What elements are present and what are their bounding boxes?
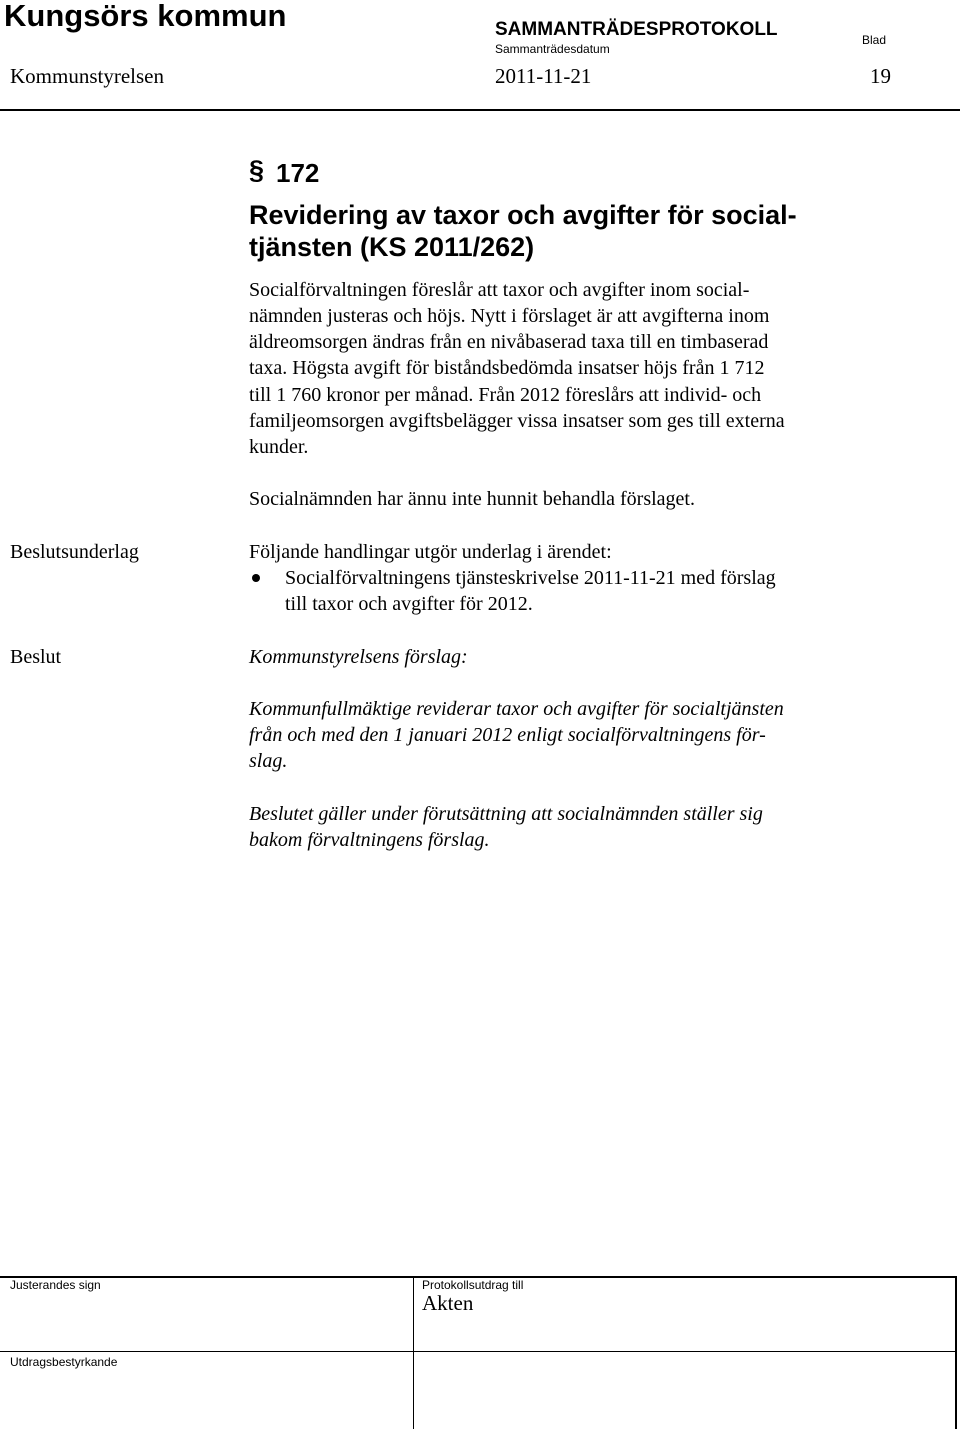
paragraph-sign: § [249,155,265,185]
organization-name: Kungsörs kommun [4,0,287,33]
decision-basis-intro: Följande handlingar utgör underlag i ärendet: [249,541,612,563]
body-line: nämnden justeras och höjs. Nytt i förslaget är att avgifterna inom [249,305,770,327]
decision-heading: Kommunstyrelsens förslag: [249,646,468,668]
protocol-title: SAMMANTRÄDESPROTOKOLL [495,19,778,40]
decision-label: Beslut [10,646,62,668]
proposal-line: Kommunfullmäktige reviderar taxor och avgifter för socialtjänsten [249,698,784,720]
proposal-line: från och med den 1 januari 2012 enligt socialförvaltningens för- [249,724,766,746]
proposal-line: slag. [249,750,288,772]
footer-divider-vertical [413,1277,414,1429]
board-name: Kommunstyrelsen [10,64,164,88]
page-number: 19 [870,64,891,88]
body-line: taxa. Högsta avgift för biståndsbedömda insatser höjs från 1 712 [249,357,765,379]
paragraph-number: 172 [276,158,320,188]
justerandes-sign-label: Justerandes sign [10,1278,101,1292]
header-divider [0,109,960,111]
footer-divider-horizontal [0,1351,957,1352]
body-line: familjeomsorgen avgiftsbelägger vissa insatser som ges till externa [249,410,785,432]
body-line: kunder. [249,436,309,458]
decision-basis-item-cont: till taxor och avgifter för 2012. [285,593,533,615]
body-line: till 1 760 kronor per månad. Från 2012 föreslårs att individ- och [249,384,762,406]
extract-to-label: Protokollsutdrag till [422,1278,524,1292]
condition-line: Beslutet gäller under förutsättning att socialnämnden ställer sig [249,803,763,825]
decision-basis-label: Beslutsunderlag [10,541,139,563]
certifier-label: Utdragsbestyrkande [10,1355,118,1369]
section-title-line: tjänsten (KS 2011/262) [249,232,535,262]
meeting-date: 2011-11-21 [495,64,592,88]
footer-signature-box [0,1276,957,1429]
meeting-date-label: Sammanträdesdatum [495,42,610,56]
body-line: Socialförvaltningen föreslår att taxor och avgifter inom social- [249,279,750,301]
section-title-line: Revidering av taxor och avgifter för social- [249,200,797,230]
decision-basis-item: Socialförvaltningens tjänsteskrivelse 2011-11-21 med förslag [285,567,776,589]
status-note: Socialnämnden har ännu inte hunnit behandla förslaget. [249,488,695,510]
extract-to-value: Akten [422,1291,474,1315]
bullet-icon [252,574,260,582]
condition-line: bakom förvaltningens förslag. [249,829,490,851]
body-line: äldreomsorgen ändras från en nivåbaserad taxa till en timbaserad [249,331,769,353]
page-label: Blad [862,33,887,47]
